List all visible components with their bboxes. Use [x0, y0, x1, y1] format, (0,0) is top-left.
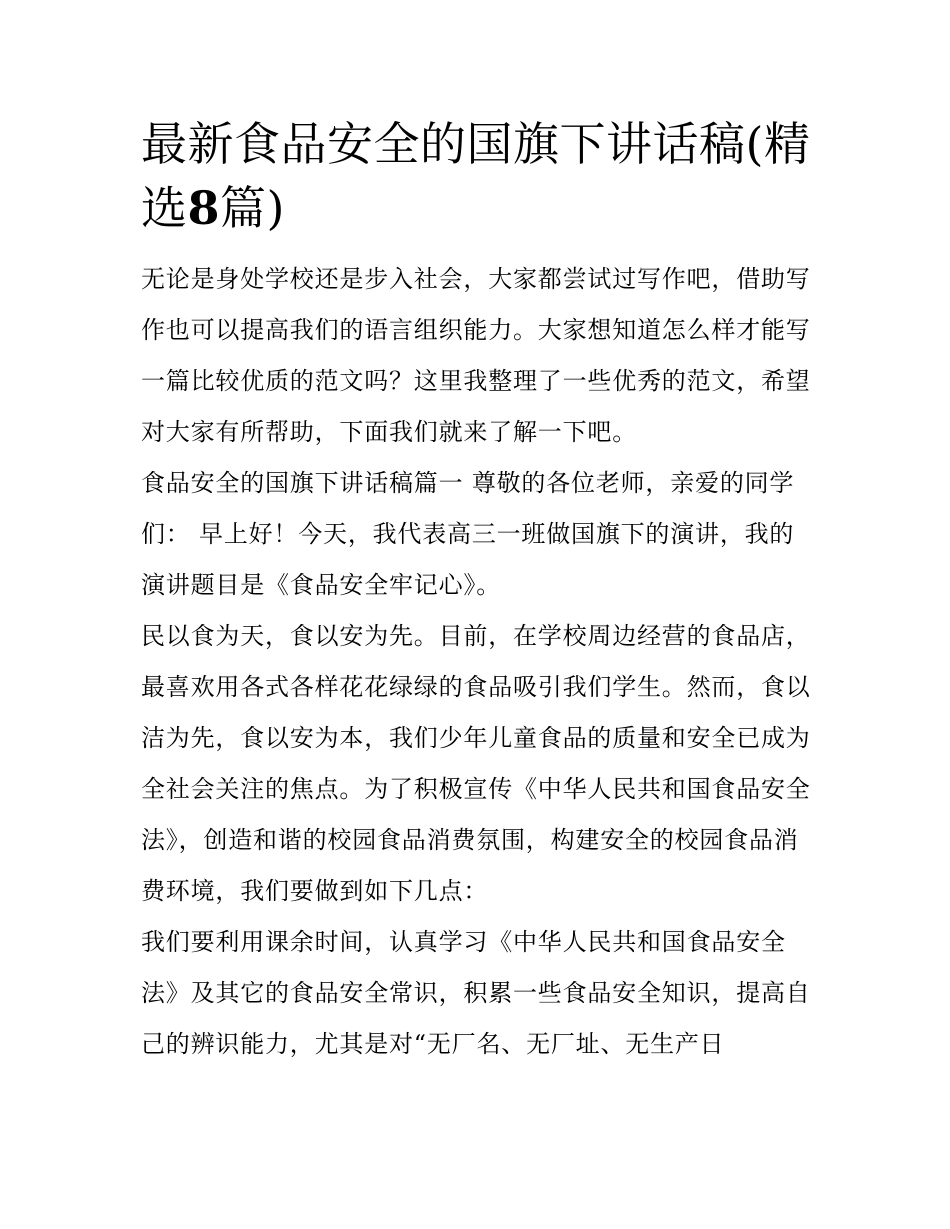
title-text-part1: 最新食品安全的国旗下讲话稿(精选 [141, 117, 811, 235]
document-content [141, 112, 813, 1070]
paragraph-intro: 无论是身处学校还是步入社会，大家都尝试过写作吧，借助写作也可以提高我们的语言组织能力。大家想知道怎么样才能写一篇比较优质的范文吗？这里我整理了一些优秀的范文，希望对大家有所帮助，下面我们就来了解一下吧。 [141, 265, 811, 446]
title-text-part2: 篇) [220, 181, 285, 235]
paragraph-greeting: 食品安全的国旗下讲话稿篇一 尊敬的各位老师，亲爱的同学们： 早上好！今天，我代表高三一班做国旗下的演讲，我的演讲题目是《食品安全牢记心》。 [141, 469, 795, 599]
paragraph-study: 我们要利用课余时间，认真学习《中华人民共和国食品安全法》及其它的食品安全常识，积累一些食品安全知识，提高自己的辨识能力，尤其是对“无厂名、无厂址、无生产日 [141, 928, 811, 1058]
title-number: 8 [187, 181, 221, 235]
document-title [141, 112, 813, 240]
paragraph-food-safety: 民以食为天，食以安为先。目前，在学校周边经营的食品店，最喜欢用各式各样花花绿绿的食品吸引我们学生。然而，食以洁为先，食以安为本，我们少年儿童食品的质量和安全已成为全社会关注的焦点。为了积极宣传《中华人民共和国食品安全法》，创造和谐的校园食品消费氛围，构建安全的校园食品消费环境，我们要做到如下几点： [141, 622, 811, 905]
